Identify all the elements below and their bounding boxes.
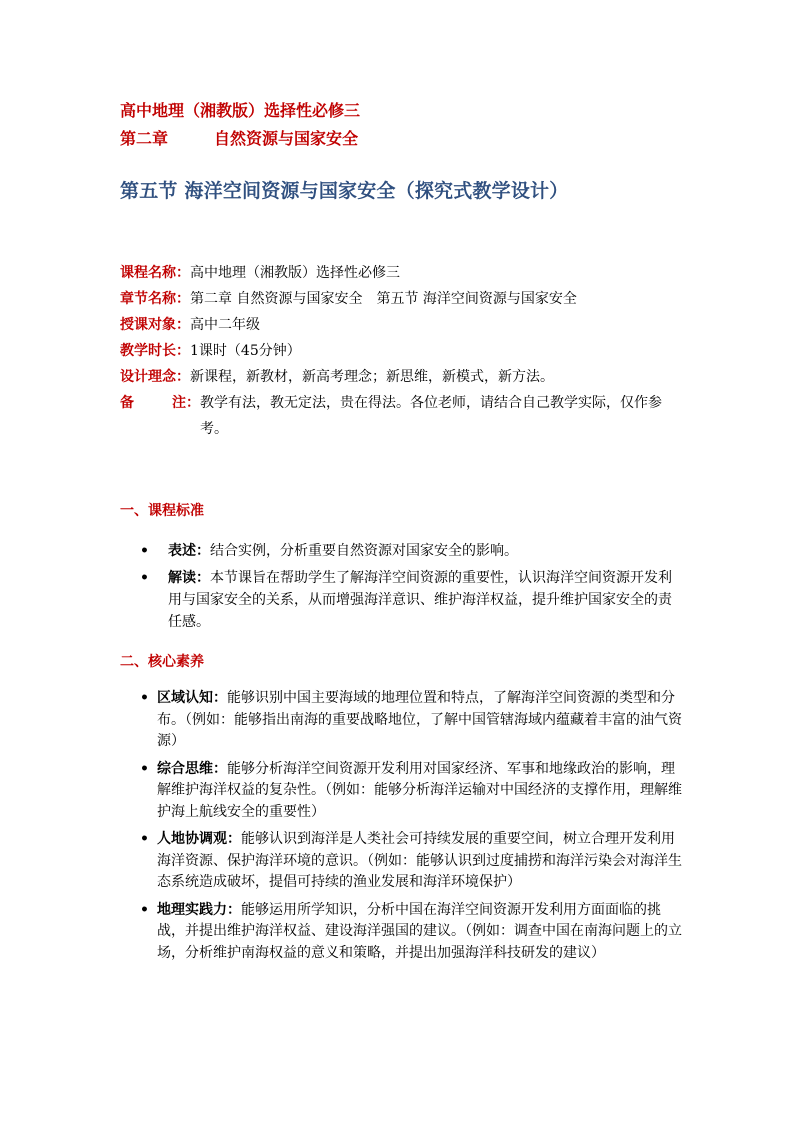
info-key: 设计理念： bbox=[120, 369, 190, 385]
item-label: 人地协调观： bbox=[157, 831, 241, 847]
info-key: 授课对象： bbox=[120, 317, 190, 333]
note-key-b: 注： bbox=[172, 395, 200, 411]
info-row bbox=[120, 286, 680, 312]
section-heading-literacy: 二、核心素养 bbox=[120, 654, 204, 670]
info-key: 课程名称： bbox=[120, 265, 190, 281]
standards-list bbox=[140, 540, 685, 638]
info-key: 章节名称： bbox=[120, 291, 190, 307]
list-item bbox=[140, 829, 685, 894]
info-row bbox=[120, 364, 680, 390]
info-value: 高中地理（湘教版）选择性必修三 bbox=[190, 265, 400, 281]
section-heading-standards: 一、课程标准 bbox=[120, 503, 204, 519]
note-key bbox=[120, 390, 200, 442]
info-row bbox=[120, 312, 680, 338]
note-value: 教学有法，教无定法，贵在得法。各位老师，请结合自己教学实际，仅作参考。 bbox=[200, 395, 662, 437]
info-row bbox=[120, 338, 680, 364]
chapter-title bbox=[120, 126, 358, 149]
item-text: 能够认识到海洋是人类社会可持续发展的重要空间，树立合理开发利用海洋资源、保护海洋环境的意识。（例如：能够认识到过度捕捞和海洋污染会对海洋生态系统造成破坏，提倡可持续的渔业发展和海洋环境保护） bbox=[157, 831, 682, 890]
item-text: 结合实例，分析重要自然资源对国家安全的影响。 bbox=[210, 543, 518, 559]
item-label: 综合思维： bbox=[157, 760, 227, 777]
info-value: 1课时（45分钟） bbox=[190, 343, 301, 359]
item-text: 能够运用所学知识，分析中国在海洋空间资源开发利用方面面临的挑战，并提出维护海洋权益、建设海洋强国的建议。（例如：调查中国在南海问题上的立场，分析维护南海权益的意义和策略，并提出加强海洋科技研发的建议） bbox=[157, 901, 682, 961]
item-label: 表述： bbox=[168, 543, 210, 559]
item-label: 地理实践力： bbox=[157, 901, 241, 918]
literacy-list bbox=[140, 688, 685, 970]
item-label: 区域认知： bbox=[157, 690, 227, 706]
item-text: 能够分析海洋空间资源开发利用对国家经济、军事和地缘政治的影响，理解维护海洋权益的复杂性。（例如：能够分析海洋运输对中国经济的支撑作用，理解维护海上航线安全的重要性） bbox=[157, 760, 682, 820]
info-value: 高中二年级 bbox=[190, 317, 260, 333]
info-row bbox=[120, 260, 680, 286]
info-value: 新课程，新教材，新高考理念；新思维，新模式，新方法。 bbox=[190, 369, 554, 385]
list-item bbox=[140, 759, 685, 824]
info-value: 第二章 自然资源与国家安全 第五节 海洋空间资源与国家安全 bbox=[190, 291, 577, 307]
chapter-number: 第二章 bbox=[120, 129, 169, 148]
course-info bbox=[120, 260, 680, 442]
info-key: 教学时长： bbox=[120, 343, 190, 359]
chapter-name: 自然资源与国家安全 bbox=[214, 129, 359, 148]
note-key-a: 备 bbox=[120, 395, 134, 411]
list-item bbox=[140, 688, 685, 753]
item-text: 能够识别中国主要海域的地理位置和特点，了解海洋空间资源的类型和分布。（例如：能够指出南海的重要战略地位，了解中国管辖海域内蕴藏着丰富的油气资源） bbox=[157, 690, 682, 749]
item-text: 本节课旨在帮助学生了解海洋空间资源的重要性，认识海洋空间资源开发利用与国家安全的关系，从而增强海洋意识、维护海洋权益，提升维护国家安全的责任感。 bbox=[168, 570, 672, 630]
list-item bbox=[140, 900, 685, 965]
section-title: 第五节 海洋空间资源与国家安全（探究式教学设计） bbox=[120, 180, 569, 202]
list-item bbox=[140, 540, 685, 562]
item-label: 解读： bbox=[168, 570, 210, 586]
book-title: 高中地理（湘教版）选择性必修三 bbox=[120, 101, 361, 120]
note-row bbox=[120, 390, 680, 442]
list-item bbox=[140, 567, 685, 633]
